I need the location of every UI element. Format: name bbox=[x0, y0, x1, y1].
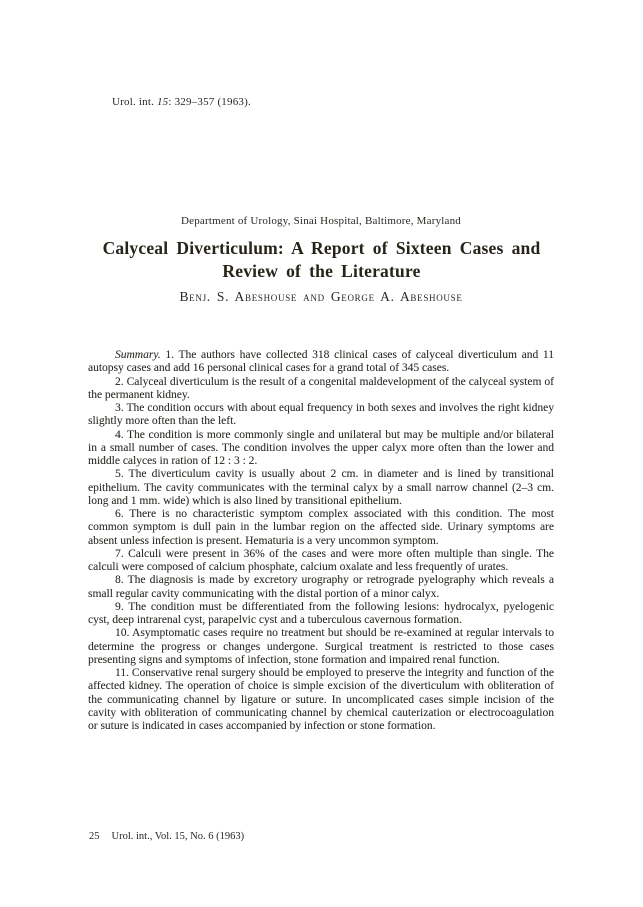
summary-paragraph-1-text: 1. The authors have collected 318 clinical cases of calyceal diverticulum and 11 autopsy cases and add 16 personal clinical cases for a grand total of 345 cases. bbox=[88, 349, 554, 375]
summary-paragraph-9: 9. The condition must be differentiated from the following lesions: hydrocalyx, pyelogenic cyst, deep intrarenal cyst, parapelvic cyst and a tuberculous cavernous formation. bbox=[88, 600, 554, 626]
journal-citation-volume: 15 bbox=[156, 96, 169, 108]
summary-paragraph-8: 8. The diagnosis is made by excretory urography or retrograde pyelography which reveals a small regular cavity communicating with the distal portion of a minor calyx. bbox=[88, 574, 554, 600]
page-footer bbox=[89, 831, 244, 842]
paper-title bbox=[44, 237, 599, 282]
signature-number: 25 bbox=[89, 831, 100, 842]
summary-paragraph-1 bbox=[88, 349, 554, 376]
footer-citation: Urol. int., Vol. 15, No. 6 (1963) bbox=[111, 831, 245, 842]
journal-citation-prefix: Urol. int. bbox=[112, 96, 157, 108]
authors-line: Benj. S. Abeshouse and George A. Abeshouse bbox=[179, 289, 463, 304]
summary-paragraph-4: 4. The condition is more commonly single and unilateral but may be multiple and/or bilateral in a small number of cases. The condition involves the upper calyx more often than the lower and middle calyces in ration of 12 : 3 : 2. bbox=[88, 428, 554, 467]
summary-paragraph-7: 7. Calculi were present in 36% of the cases and were more often multiple than single. The calculi were composed of calcium phosphate, calcium oxalate and less frequently of urates. bbox=[88, 547, 554, 573]
summary-section bbox=[88, 349, 554, 733]
summary-paragraph-6: 6. There is no characteristic symptom complex associated with this condition. The most common symptom is dull pain in the lumbar region on the affected side. Urinary symptoms are absent unless infection is present. Hematuria is a very uncommon symptom. bbox=[88, 508, 554, 547]
journal-citation bbox=[112, 96, 251, 108]
summary-paragraph-11: 11. Conservative renal surgery should be employed to preserve the integrity and function of the affected kidney. The operation of choice is simple excision of the diverticulum with obliteration of the communicating channel by ligature or suture. In uncomplicated cases simple incision of the cavity with obliteration of communicating channel by chemical cauterization or electrocoagulation or suture is indicated in cases accompanied by infection or stone formation. bbox=[88, 667, 554, 732]
paper-title-line-2: Review of the Literature bbox=[222, 260, 421, 281]
summary-label: Summary. bbox=[115, 349, 161, 361]
summary-paragraph-5: 5. The diverticulum cavity is usually about 2 cm. in diameter and is lined by transitional epithelium. The cavity communicates with the terminal calyx by a small narrow channel (2–3 cm. long and 1 mm. wide) which is also lined by transitional epithelium. bbox=[88, 468, 554, 507]
summary-paragraph-3: 3. The condition occurs with about equal frequency in both sexes and involves the right kidney slightly more often than the left. bbox=[88, 402, 554, 428]
summary-paragraph-2: 2. Calyceal diverticulum is the result of a congenital maldevelopment of the calyceal system of the permanent kidney. bbox=[88, 375, 554, 401]
summary-paragraph-10: 10. Asymptomatic cases require no treatment but should be re-examined at regular intervals to determine the progress or changes undergone. Surgical treatment is restricted to those cases presenting signs and symptoms of infection, stone formation and impaired renal function. bbox=[88, 627, 554, 666]
paper-title-line-1: Calyceal Diverticulum: A Report of Sixteen Cases and bbox=[102, 238, 541, 258]
affiliation-line: Department of Urology, Sinai Hospital, Baltimore, Maryland bbox=[180, 215, 462, 227]
journal-citation-suffix: : 329–357 (1963). bbox=[168, 96, 251, 108]
